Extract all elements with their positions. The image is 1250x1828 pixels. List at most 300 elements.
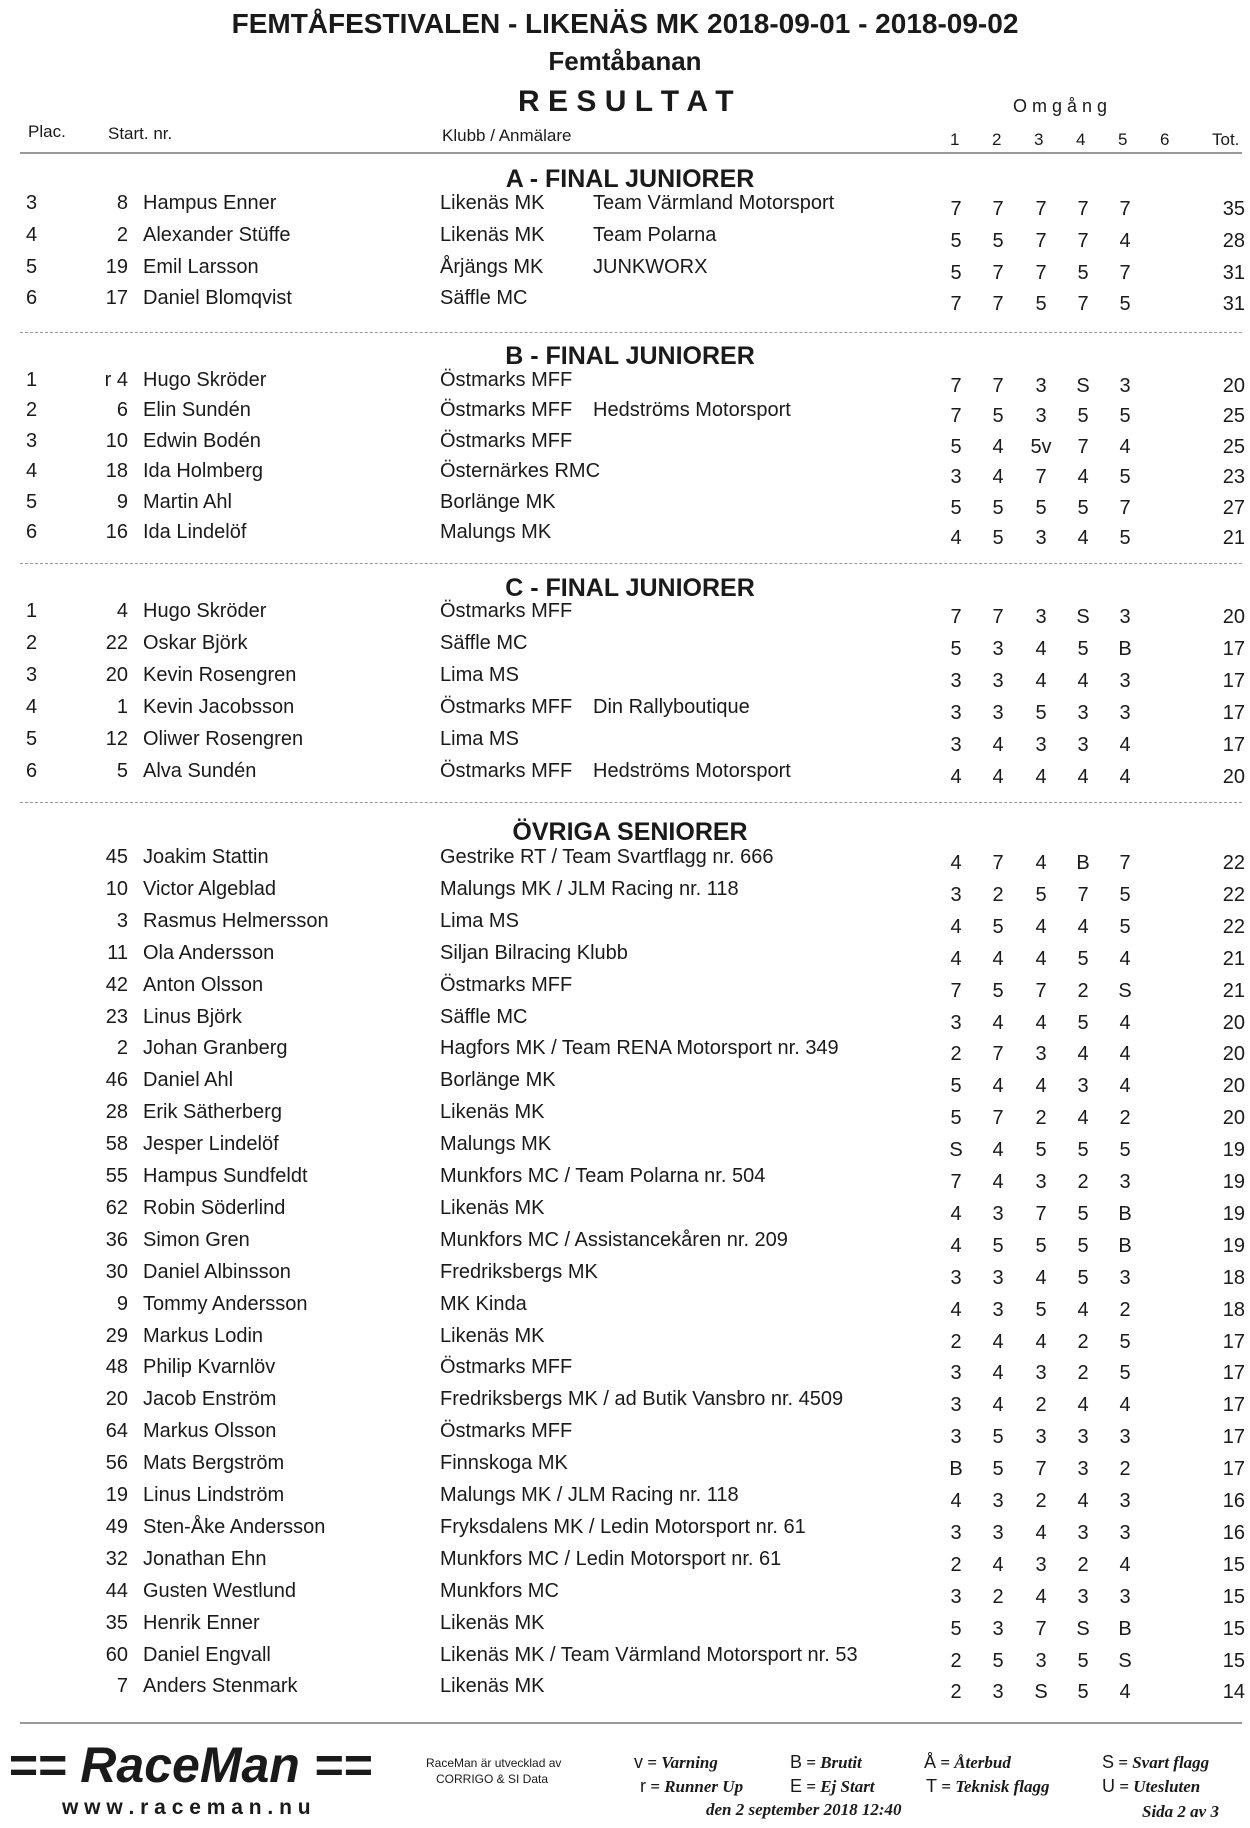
legend-equals: = [643, 1753, 662, 1772]
club-name: Östmarks MFF [440, 760, 573, 782]
round-score-4: 7 [1077, 293, 1089, 316]
round-header-3: 3 [1034, 130, 1044, 149]
round-score-4: S [1076, 606, 1090, 628]
result-row [0, 224, 1250, 254]
placement: 1 [26, 600, 38, 622]
club-name: Årjängs MK [440, 255, 544, 278]
round-score-4: 5 [1077, 1011, 1089, 1034]
start-number: 4 [116, 600, 128, 622]
driver-name: Emil Larsson [143, 255, 259, 278]
legend-key: S [1102, 1752, 1115, 1772]
result-row [0, 760, 1250, 790]
start-number: 17 [105, 287, 128, 310]
round-score-5: 4 [1119, 229, 1131, 252]
round-score-5: 3 [1119, 606, 1131, 628]
round-score-2: 2 [992, 883, 1004, 906]
round-score-5: 7 [1119, 496, 1131, 519]
legend-text: Ej Start [820, 1777, 875, 1796]
round-score-1: 4 [950, 527, 962, 549]
round-score-4: 4 [1077, 915, 1089, 938]
club-name: Hagfors MK / Team RENA Motorsport nr. 349 [440, 1037, 839, 1060]
total-score: 17 [1222, 670, 1245, 692]
total-score: 17 [1222, 702, 1245, 724]
round-score-2: 7 [992, 852, 1004, 874]
total-score: 21 [1222, 947, 1245, 970]
round-score-1: 7 [950, 1171, 962, 1193]
result-row [0, 1580, 1250, 1610]
round-score-4: 5 [1077, 261, 1089, 284]
round-score-1: 4 [950, 1202, 962, 1225]
total-score: 20 [1222, 1043, 1245, 1066]
col-start: Start. nr. [108, 124, 173, 143]
round-score-4: 5 [1077, 1681, 1089, 1704]
result-row [0, 1037, 1250, 1067]
round-score-5: 5 [1119, 293, 1131, 316]
round-score-3: 4 [1035, 915, 1047, 938]
legend-key: v [634, 1752, 643, 1772]
club-name: Östmarks MFF [440, 1356, 573, 1379]
round-score-3: 4 [1035, 1585, 1047, 1608]
club-name: Munkfors MC / Ledin Motorsport nr. 61 [440, 1547, 782, 1570]
round-score-2: 4 [992, 1075, 1004, 1098]
round-score-4: B [1076, 852, 1090, 874]
start-number: 58 [105, 1133, 128, 1156]
round-score-2: 5 [992, 1234, 1004, 1257]
placement: 4 [26, 460, 38, 483]
result-row [0, 460, 1250, 490]
start-number: 62 [105, 1196, 128, 1219]
placement: 2 [26, 399, 38, 422]
round-score-4: 3 [1077, 734, 1089, 756]
driver-name: Johan Granberg [143, 1037, 288, 1060]
round-score-5: B [1118, 638, 1132, 660]
round-score-1: 2 [950, 1681, 962, 1704]
round-score-5: 4 [1119, 1011, 1131, 1034]
section-title: ÖVRIGA SENIORER [512, 818, 748, 846]
round-score-2: 7 [992, 375, 1004, 397]
result-row [0, 664, 1250, 694]
driver-name: Ida Lindelöf [143, 521, 247, 543]
round-score-3: 5v [1030, 435, 1052, 458]
round-score-3: 3 [1035, 1649, 1047, 1672]
round-score-2: 5 [992, 1458, 1004, 1481]
round-score-2: 5 [992, 527, 1004, 549]
total-score: 17 [1222, 1362, 1245, 1385]
round-score-1: 4 [950, 1298, 962, 1321]
driver-name: Jonathan Ehn [143, 1547, 267, 1570]
round-score-2: 4 [992, 466, 1004, 489]
round-score-2: 4 [992, 947, 1004, 970]
round-score-1: 7 [950, 198, 962, 220]
driver-name: Hampus Enner [143, 192, 277, 214]
result-row [0, 728, 1250, 758]
round-score-3: S [1034, 1681, 1048, 1704]
start-number: 12 [105, 728, 128, 750]
round-score-4: 4 [1077, 1298, 1089, 1321]
result-row [0, 1325, 1250, 1355]
driver-name: Henrik Enner [143, 1611, 260, 1634]
round-score-5: 5 [1119, 915, 1131, 938]
legend-item [1102, 1776, 1200, 1797]
driver-name: Linus Lindström [143, 1484, 285, 1506]
round-score-5: 3 [1119, 670, 1131, 692]
placement: 3 [26, 664, 38, 686]
total-score: 21 [1222, 527, 1245, 549]
driver-name: Philip Kvarnlöv [143, 1356, 276, 1379]
round-score-3: 5 [1035, 702, 1047, 724]
result-row [0, 1452, 1250, 1482]
section-title: C - FINAL JUNIORER [505, 574, 755, 602]
round-score-5: S [1118, 1649, 1132, 1672]
round-score-1: 4 [950, 915, 962, 938]
driver-name: Linus Björk [143, 1005, 242, 1028]
driver-name: Hugo Skröder [143, 600, 267, 622]
club-name: Siljan Bilracing Klubb [440, 941, 628, 964]
round-score-4: 5 [1077, 638, 1089, 660]
round-score-2: 5 [992, 1426, 1004, 1449]
result-row [0, 256, 1250, 286]
sponsor-name: Din Rallyboutique [593, 696, 750, 718]
round-score-1: 3 [950, 734, 962, 756]
round-score-2: 4 [992, 1394, 1004, 1417]
round-score-5: 5 [1119, 883, 1131, 906]
driver-name: Gusten Westlund [143, 1579, 297, 1602]
round-score-2: 3 [992, 1490, 1004, 1512]
round-score-4: 2 [1077, 979, 1089, 1002]
club-name: Munkfors MC / Assistancekåren nr. 209 [440, 1228, 788, 1251]
driver-name: Alva Sundén [143, 760, 257, 782]
start-number: 60 [105, 1643, 128, 1666]
driver-name: Hugo Skröder [143, 369, 267, 391]
start-number: 5 [116, 760, 128, 782]
driver-name: Daniel Blomqvist [143, 287, 292, 310]
round-score-5: 5 [1119, 1330, 1131, 1353]
round-score-5: B [1118, 1202, 1132, 1225]
round-score-5: 3 [1119, 1426, 1131, 1449]
round-score-3: 4 [1035, 1521, 1047, 1544]
round-score-2: 7 [992, 198, 1004, 220]
round-score-5: 3 [1119, 375, 1131, 397]
section-divider [20, 802, 1242, 803]
start-number: r 4 [104, 369, 128, 391]
total-score: 18 [1222, 1266, 1245, 1289]
driver-name: Mats Bergström [143, 1452, 285, 1475]
round-score-4: 5 [1077, 1234, 1089, 1257]
driver-name: Ida Holmberg [143, 460, 264, 483]
legend-item [634, 1752, 718, 1773]
placement: 5 [26, 490, 38, 513]
round-score-4: 7 [1077, 883, 1089, 906]
round-score-3: 2 [1035, 1107, 1047, 1130]
club-name: Östernärkes RMC [440, 460, 601, 483]
result-row [0, 878, 1250, 908]
club-name: Malungs MK / JLM Racing nr. 118 [440, 1484, 739, 1506]
driver-name: Oliwer Rosengren [143, 728, 304, 750]
result-row [0, 1420, 1250, 1450]
legend-item [1102, 1752, 1209, 1773]
placement: 1 [26, 369, 38, 391]
driver-name: Victor Algeblad [143, 877, 277, 900]
club-name: Munkfors MC [440, 1579, 559, 1602]
result-row [0, 1069, 1250, 1099]
round-score-2: 7 [992, 293, 1004, 316]
round-score-4: 3 [1077, 1426, 1089, 1449]
round-score-5: B [1118, 1234, 1132, 1257]
round-header-5: 5 [1118, 130, 1128, 149]
driver-name: Anton Olsson [143, 973, 264, 996]
round-score-4: 5 [1077, 1649, 1089, 1672]
round-score-2: 4 [992, 1362, 1004, 1385]
total-score: 23 [1222, 466, 1245, 489]
raceman-url[interactable]: w w w . r a c e m a n . n u [62, 1796, 311, 1819]
round-score-5: S [1118, 979, 1132, 1002]
total-score: 20 [1222, 1107, 1245, 1130]
result-row [0, 1612, 1250, 1642]
round-score-1: 5 [950, 1075, 962, 1098]
round-score-1: 2 [950, 1553, 962, 1576]
round-score-1: 4 [950, 947, 962, 970]
start-number: 19 [105, 1484, 128, 1506]
start-number: 16 [105, 521, 128, 543]
legend-text: Brutit [820, 1753, 862, 1772]
result-row [0, 491, 1250, 521]
round-score-1: 5 [950, 638, 962, 660]
club-name: Lima MS [440, 664, 519, 686]
round-score-1: 7 [950, 375, 962, 397]
club-name: Malungs MK [440, 521, 552, 543]
club-name: Östmarks MFF [440, 369, 573, 391]
legend-text: Utesluten [1133, 1777, 1201, 1796]
round-score-1: S [949, 1139, 963, 1162]
round-score-3: 3 [1035, 1043, 1047, 1066]
placement: 2 [26, 632, 38, 654]
driver-name: Tommy Andersson [143, 1292, 308, 1315]
driver-name: Robin Söderlind [143, 1196, 286, 1219]
round-score-4: 5 [1077, 1139, 1089, 1162]
club-name: Likenäs MK [440, 192, 545, 214]
round-score-1: 3 [950, 702, 962, 724]
round-score-4: 4 [1077, 1043, 1089, 1066]
driver-name: Jacob Enström [143, 1388, 277, 1411]
round-score-3: 4 [1035, 1266, 1047, 1289]
round-score-4: 2 [1077, 1362, 1089, 1385]
sponsor-name: JUNKWORX [593, 255, 708, 278]
round-score-2: 5 [992, 979, 1004, 1002]
legend-key: U [1102, 1776, 1115, 1796]
round-score-2: 3 [992, 1681, 1004, 1704]
page-title: FEMTÅFESTIVALEN - LIKENÄS MK 2018-09-01 - 2018-09-02 [231, 8, 1019, 39]
driver-name: Hampus Sundfeldt [143, 1165, 308, 1187]
round-score-4: 7 [1077, 229, 1089, 252]
legend-equals: = [802, 1753, 821, 1772]
round-score-3: 7 [1035, 1458, 1047, 1481]
round-score-3: 5 [1035, 496, 1047, 519]
legend-item [790, 1776, 875, 1797]
result-heading: R E S U L T A T [518, 85, 734, 118]
club-name: Fredriksbergs MK / ad Butik Vansbro nr. 4509 [440, 1388, 844, 1411]
club-name: Östmarks MFF [440, 600, 573, 622]
round-score-2: 5 [992, 496, 1004, 519]
start-number: 1 [116, 696, 128, 718]
club-name: Lima MS [440, 909, 519, 932]
total-score: 15 [1222, 1617, 1245, 1640]
club-name: Borlänge MK [440, 490, 556, 513]
total-score: 20 [1222, 375, 1245, 397]
page-number: Sida 2 av 3 [1142, 1802, 1219, 1821]
club-name: Östmarks MFF [440, 696, 573, 718]
result-row [0, 1548, 1250, 1578]
driver-name: Daniel Ahl [143, 1069, 234, 1092]
round-score-4: 2 [1077, 1330, 1089, 1353]
round-score-2: 3 [992, 670, 1004, 692]
round-score-5: 7 [1119, 198, 1131, 220]
round-score-5: 4 [1119, 734, 1131, 756]
round-score-4: 5 [1077, 1266, 1089, 1289]
round-score-1: 3 [950, 1426, 962, 1449]
sponsor-name: Team Värmland Motorsport [593, 192, 835, 214]
round-score-5: 4 [1119, 1075, 1131, 1098]
club-name: Lima MS [440, 728, 519, 750]
round-score-3: 4 [1035, 947, 1047, 970]
round-score-4: 4 [1077, 1394, 1089, 1417]
round-score-1: 2 [950, 1330, 962, 1353]
round-score-1: 3 [950, 1521, 962, 1544]
round-score-1: 3 [950, 1394, 962, 1417]
round-score-1: 4 [950, 852, 962, 874]
result-row [0, 1101, 1250, 1131]
legend-key: Å [924, 1752, 937, 1772]
round-score-3: 5 [1035, 883, 1047, 906]
start-number: 64 [105, 1420, 128, 1443]
round-score-2: 3 [992, 1298, 1004, 1321]
round-score-1: 2 [950, 1043, 962, 1066]
driver-name: Sten-Åke Andersson [143, 1515, 326, 1538]
round-score-5: 5 [1119, 1362, 1131, 1385]
section-divider [20, 563, 1242, 564]
round-score-5: 5 [1119, 527, 1131, 549]
total-score: 16 [1222, 1521, 1245, 1544]
round-score-5: 4 [1119, 1043, 1131, 1066]
round-score-2: 7 [992, 1043, 1004, 1066]
start-number: 6 [116, 399, 128, 422]
round-score-3: 4 [1035, 766, 1047, 788]
round-score-5: 4 [1119, 947, 1131, 970]
start-number: 20 [105, 664, 128, 686]
start-number: 45 [105, 846, 128, 868]
round-score-2: 5 [992, 915, 1004, 938]
round-score-2: 4 [992, 1011, 1004, 1034]
start-number: 22 [105, 632, 128, 654]
round-score-3: 3 [1035, 1171, 1047, 1193]
placement: 6 [26, 521, 38, 543]
legend-item [926, 1776, 1049, 1797]
result-row [0, 1484, 1250, 1514]
result-row [0, 942, 1250, 972]
placement: 5 [26, 728, 38, 750]
total-score: 20 [1222, 766, 1245, 788]
result-row [0, 399, 1250, 429]
total-score: 17 [1222, 1394, 1245, 1417]
round-score-4: 4 [1077, 766, 1089, 788]
round-score-2: 7 [992, 606, 1004, 628]
round-score-4: 3 [1077, 1458, 1089, 1481]
round-score-2: 3 [992, 1266, 1004, 1289]
round-score-2: 2 [992, 1585, 1004, 1608]
round-score-2: 5 [992, 405, 1004, 428]
driver-name: Kevin Rosengren [143, 664, 297, 686]
driver-name: Markus Olsson [143, 1420, 277, 1443]
driver-name: Alexander Stüffe [143, 223, 291, 246]
total-score: 22 [1222, 852, 1245, 874]
placement: 6 [26, 287, 38, 310]
round-score-2: 4 [992, 435, 1004, 458]
start-number: 2 [116, 1037, 128, 1060]
club-name: Östmarks MFF [440, 429, 573, 452]
club-name: Säffle MC [440, 287, 528, 310]
legend-item [640, 1776, 743, 1797]
round-score-4: 3 [1077, 702, 1089, 724]
total-score: 19 [1222, 1202, 1245, 1225]
legend-key: r [640, 1776, 646, 1796]
legend-key: B [790, 1752, 803, 1772]
raceman-logo: == RaceMan == [8, 1737, 373, 1793]
total-score: 22 [1222, 915, 1245, 938]
credit-line-2: CORRIGO & SI Data [436, 1772, 549, 1786]
placement: 4 [26, 223, 38, 246]
start-number: 18 [105, 460, 128, 483]
driver-name: Rasmus Helmersson [143, 909, 329, 932]
round-score-4: 3 [1077, 1585, 1089, 1608]
round-score-2: 4 [992, 1139, 1004, 1162]
round-score-3: 2 [1035, 1394, 1047, 1417]
round-score-4: 4 [1077, 1490, 1089, 1512]
legend-key: E [790, 1776, 803, 1796]
driver-name: Edwin Bodén [143, 429, 261, 452]
round-score-2: 4 [992, 734, 1004, 756]
result-row [0, 910, 1250, 940]
total-score: 15 [1222, 1585, 1245, 1608]
round-score-1: 5 [950, 1617, 962, 1640]
round-score-5: 5 [1119, 1139, 1131, 1162]
round-score-5: 4 [1119, 766, 1131, 788]
round-score-2: 3 [992, 1521, 1004, 1544]
result-row [0, 1644, 1250, 1674]
club-name: Likenäs MK / Team Värmland Motorsport nr. 53 [440, 1643, 858, 1666]
round-score-2: 3 [992, 702, 1004, 724]
round-header-6: 6 [1160, 130, 1170, 149]
round-score-5: B [1118, 1617, 1132, 1640]
result-row [0, 1516, 1250, 1546]
placement: 5 [26, 255, 38, 278]
page-subtitle: Femtåbanan [548, 46, 702, 76]
start-number: 49 [105, 1515, 128, 1538]
start-number: 11 [107, 941, 128, 964]
round-score-3: 7 [1035, 198, 1047, 220]
start-number: 7 [116, 1675, 128, 1698]
round-score-3: 7 [1035, 1202, 1047, 1225]
club-name: Gestrike RT / Team Svartflagg nr. 666 [440, 846, 774, 868]
legend-equals: = [1115, 1777, 1134, 1796]
round-score-5: 4 [1119, 435, 1131, 458]
round-score-2: 7 [992, 261, 1004, 284]
driver-name: Jesper Lindelöf [143, 1133, 279, 1156]
print-date: den 2 september 2018 12:40 [706, 1800, 902, 1819]
round-score-3: 3 [1035, 375, 1047, 397]
placement: 4 [26, 696, 38, 718]
credit-line-1: RaceMan är utvecklad av [426, 1756, 562, 1770]
start-number: 29 [105, 1324, 128, 1347]
round-score-1: 4 [950, 766, 962, 788]
